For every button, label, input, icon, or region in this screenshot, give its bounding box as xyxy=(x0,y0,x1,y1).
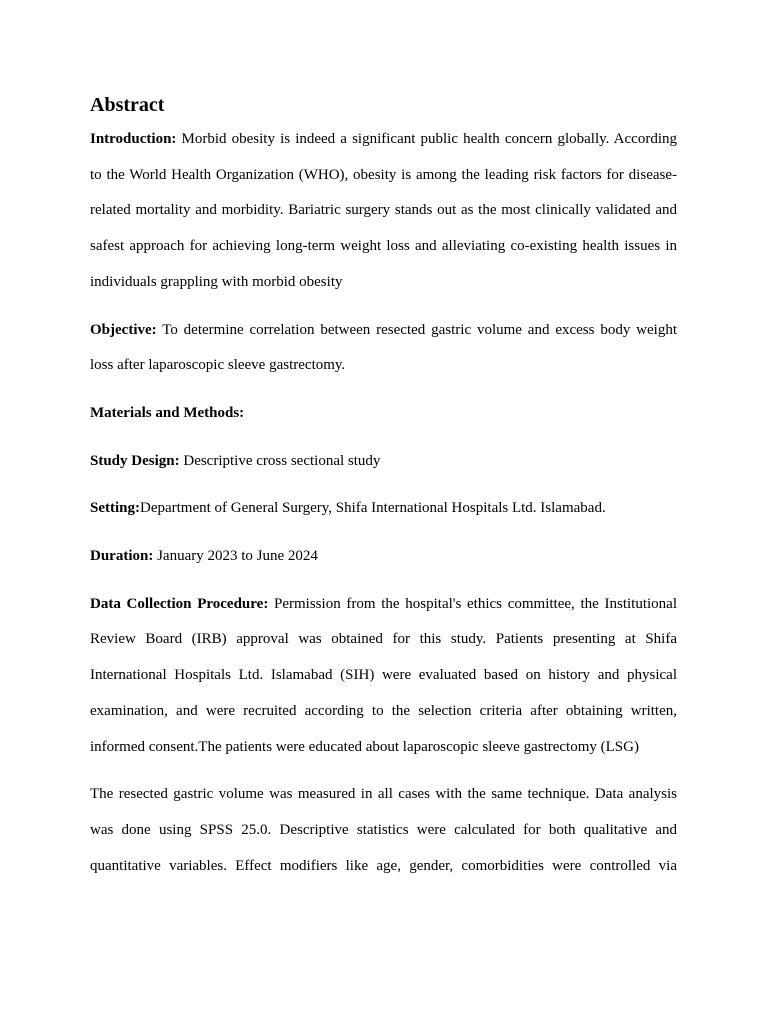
materials-methods-label: Materials and Methods: xyxy=(90,404,245,421)
duration-paragraph xyxy=(90,539,677,575)
objective-text: To determine correlation between resected gastric volume and excess body weight loss after laparoscopic sleeve gastrectomy. xyxy=(90,321,677,374)
setting-paragraph xyxy=(90,491,677,527)
materials-methods-paragraph xyxy=(90,396,677,432)
data-collection-text: Permission from the hospital's ethics committee, the Institutional Review Board (IRB) approval was obtained for this study. Patients presenting at Shifa International Hospitals Ltd. Islamabad (SIH) were evaluated based on history and physical examination, and were recruited according to the selection criteria after obtaining written, informed consent.The patients were educated about laparoscopic sleeve gastrectomy (LSG) xyxy=(90,595,677,755)
data-collection-paragraph xyxy=(90,587,677,766)
study-design-text: Descriptive cross sectional study xyxy=(179,452,381,469)
objective-label: Objective: xyxy=(90,321,157,338)
data-collection-label: Data Collection Procedure: xyxy=(90,595,269,612)
setting-label: Setting: xyxy=(90,500,140,517)
duration-label: Duration: xyxy=(90,548,154,565)
study-design-paragraph xyxy=(90,444,677,480)
objective-paragraph xyxy=(90,313,677,384)
document-page xyxy=(90,88,677,896)
introduction-paragraph xyxy=(90,122,677,301)
study-design-label: Study Design: xyxy=(90,452,180,469)
setting-text: Department of General Surgery, Shifa International Hospitals Ltd. Islamabad. xyxy=(140,500,606,517)
analysis-text: The resected gastric volume was measured in all cases with the same technique. Data analysis was done using SPSS 25.0. Descriptive statistics were calculated for both qualitative and quantitative variables. Effect modifiers like age, gender, comorbidities were controlled via xyxy=(90,786,677,874)
duration-text: January 2023 to June 2024 xyxy=(153,548,318,565)
analysis-paragraph xyxy=(90,777,677,884)
introduction-label: Introduction: xyxy=(90,131,177,147)
abstract-heading: Abstract xyxy=(90,94,165,116)
introduction-text: Morbid obesity is indeed a significant public health concern globally. According to the World Health Organization (WHO), obesity is among the leading risk factors for disease-related mortality and morbidity. Bariatric surgery stands out as the most clinically validated and safest approach for achieving long-term weight loss and alleviating co-existing health issues in individuals grappling with morbid obesity xyxy=(90,131,677,290)
